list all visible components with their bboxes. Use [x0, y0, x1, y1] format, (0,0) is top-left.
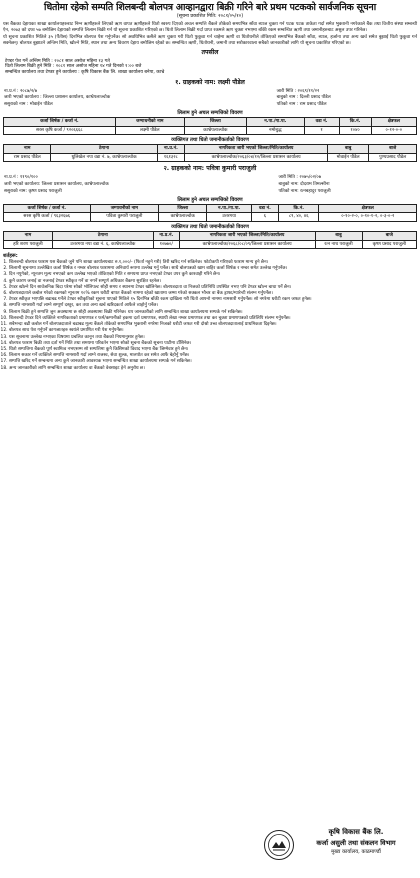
borrower-info-table [3, 88, 417, 108]
table-cell: कृष्ण प्रसाद पराजुली [362, 240, 416, 248]
schedule-line: सम्बन्धित कार्यालय तथा टेण्डर हुने कार्यालय : कृषि विकास बैंक लि. शाखा कार्यालय बनेपा, काभ्रे [5, 70, 165, 75]
column-header: नागरिकता जारी भएको जिल्ला/मिति/कार्यालय [179, 232, 315, 240]
table-cell: पवित्रा कुमारी पराजुली [90, 213, 159, 221]
info-cell: बाबुको नाम: दोदराम तिमल्सीना [278, 182, 330, 188]
info-cell: पतिको नाम : राम प्रसाद पौडेल [276, 102, 327, 108]
table-row [4, 126, 417, 134]
info-row [3, 182, 417, 189]
table-cell: उत्तरगया [207, 213, 252, 221]
table-row [4, 153, 417, 161]
table-cell: १६१३२८ [157, 153, 185, 161]
column-header: बाजे [369, 145, 417, 153]
intro-paragraph: यो सूचना प्रकाशित मितिले ३५ (पैंतीस) दिनभित्र बोलपत्र पेश गर्नुपर्नेछ। सो अवधिभित्र कसैले ऋण चुक्ता गरी धितो फुकुवा गर्न चाहेमा ऋणी वा धितोधनीले तोकिएको समयभित्र बैंकको साँवा, ब्याज, हर्जाना तथा अन्य खर्च समेत बुझाई धितो फुकुवा गर्न सक्नेछन्। बोलपत्र बुझाउने अन्तिम मिति, खोल्ने मिति, स्थान तथा अन्य विवरण देहाय बमोजिम रहेको छ। सम्बन्धित ऋणी, धितोधनी, जमानी तथा सरोकारवाला सबैको जानकारीको लागि यो सूचना प्रकाशित गरिएको छ। [3, 35, 417, 46]
info-cell: ना.प्र.नं : ११९०/१०० [4, 175, 38, 181]
condition-item: 15. धितो सम्पत्तिमा बैंकको पूर्ण स्वामित्व नभएसम्म सो सम्पत्तिमा कुनै किसिमको विवाद भएमा बैंक जिम्मेवार हुने छैन। [9, 347, 417, 352]
table-header-row [4, 118, 417, 126]
guarantor-table [3, 231, 417, 249]
condition-item: 12. बोलपत्र साथ पेश गर्नुपर्ने कागजातहरु स्वयंले प्रमाणित गरी पेश गर्नुपर्नेछ। [9, 328, 417, 333]
property-table-title: लिलाम हुने अचल सम्पत्तिको विवरण [177, 110, 243, 117]
table-header-row [4, 204, 417, 212]
info-cell: बाबुको नाम : दिल्ली प्रसाद पौडेल [276, 95, 331, 101]
column-header: बाबु [315, 232, 362, 240]
table-cell: काभ्रेपलाञ्चोक [184, 126, 246, 134]
column-header: ना.प्र.नं. [153, 232, 179, 240]
department-name: कर्जा असुली तथा संकलन विभाग [316, 838, 396, 847]
condition-item: 6. बोलपत्रदाताले कबोल गरेको रकमको न्यूनतम १०% रकम धरौटी बापत बैंकको नाममा रहेको खातामा जम्मा गरेको सक्कल भौचर वा बैंक ड्राफ्ट/ग्यारेन्टी संलग्न गर्नुपर्नेछ। [9, 291, 417, 296]
condition-item: 4. कुनै कारण जनाई वा नजनाई टेण्डर स्वीकृत गर्ने वा नगर्ने सम्पूर्ण अधिकार बैंकमा सुरक्षित रहनेछ। [9, 279, 417, 284]
column-header: ठेगाना [51, 145, 157, 153]
column-header: नाम [4, 145, 51, 153]
condition-item: 7. टेण्डर स्वीकृत भएपछि बढाबढ गर्नेले टेण्डर स्वीकृतिको सूचना पाएको मितिले १५ दिनभित्र बाँकी रकम दाखिला गरी धितो आफ्नो नाममा नामसारी गर्नुपर्नेछ। सो नगरेमा धरौटी रकम जफत हुनेछ। [9, 297, 417, 302]
signature-block [264, 826, 414, 874]
info-cell: ना.प्र.नं : २०८७/२/७ [4, 88, 38, 94]
column-header: वडा नं. [251, 204, 278, 212]
bank-name: कृषि विकास बैंक लि. [328, 828, 384, 836]
property-table-title: लिलाम हुने अचल सम्पत्तिको विवरण [177, 196, 243, 203]
schedule-heading: तपसील [201, 49, 219, 57]
conditions-heading: शर्तहरू: [3, 253, 18, 259]
table-header-row [4, 232, 417, 240]
column-header: कि.नं. [278, 204, 319, 212]
condition-item: 18. अन्य जानकारीको लागि सम्बन्धित शाखा कार्यालय वा बैंकको वेबसाइट हेर्न अनुरोध छ। [9, 366, 417, 371]
table-cell: पुण्यप्रसाद पौडेल [369, 153, 417, 161]
table-cell: मोवाईन पौडेल [328, 153, 369, 161]
schedule-line: टेण्डर पेश गर्ने अन्तिम मिति : २०८१ साल असोज महिना १३ गते [5, 58, 110, 64]
property-table [3, 117, 417, 135]
condition-item: 9. लिलाम बिक्री हुने सम्पत्ति जुन अवस्थामा छ सोही अवस्थामा बिक्री गरिनेछ। थप जानकारीको लागि सम्बन्धित शाखा कार्यालयमा सम्पर्क गर्न सकिनेछ। [9, 310, 417, 315]
notice-title: धितोमा रहेको सम्पति शिलबन्दी बोलपत्र आव्हानद्वारा बिक्री गरिने बारे प्रथम पटकको सार्वजनिक सूचना [44, 2, 376, 13]
conditions-list [9, 260, 417, 371]
column-header: नागरिकता जारी भएको जिल्ला/मिति/कार्यालय [185, 145, 328, 153]
column-header: न.पा./गा.पा. [207, 204, 252, 212]
column-header: क्षेत्रफल [319, 204, 417, 212]
info-row [3, 188, 417, 195]
condition-item: 17. सम्पत्ति खरिद गर्ने सम्बन्धमा अन्य कुनै जानकारी आवश्यक भएमा सम्बन्धित शाखा कार्यालयमा सम्पर्क गर्न सकिनेछ। [9, 359, 417, 364]
table-cell: ६ [251, 213, 278, 221]
schedule-line: धितो लिलाम बिक्री हुने मिति : २०८१ साल असोज महिना १४ गते दिनको १:०० बजे [5, 64, 142, 70]
borrower-info-table [3, 175, 417, 195]
condition-item: 3. दिन नपुगेको, न्यूनतम मूल्य नभएको कम उल्लेख भएको तोकिएको मिति र समयमा प्राप्त नभएको टेण्डर उपर कुनै कारवाही गरिने छैन। [9, 272, 417, 277]
column-header: क्षेत्रफल [371, 118, 416, 126]
table-cell: काभ्रेपलाञ्चोक/२०६३/०४/१२/जिल्ला प्रशासन कार्यालय [185, 153, 328, 161]
info-cell: जारी भएको कार्यालय : जिल्ला प्रशासन कार्यालय, काभ्रेपलाञ्चोक [4, 95, 111, 101]
table-cell: १०७७०/ [153, 240, 179, 248]
table-row [4, 213, 417, 221]
info-cell: पतिको नाम: रत्नबहादुर पराजुली [278, 188, 331, 194]
column-header: ठेगाना [52, 232, 153, 240]
column-header: कर्जा शिर्षक / कर्जा नं. [4, 204, 91, 212]
table-cell: राम प्रसाद पौडेल [4, 153, 51, 161]
info-row [3, 88, 417, 95]
condition-item: 5. टेण्डर खोल्ने दिन सार्वजनिक बिदा परेमा सोको भोलिपल्ट सोही समय र स्थानमा टेण्डर खोलिनेछ। बोलपत्रदाता वा निजको प्रतिनिधि उपस्थित नभए पनि टेण्डर खोल्न बाधा पर्ने छैन। [9, 285, 417, 290]
table-cell: सरस कृषि कर्जा / ९६३२६७६ [4, 213, 91, 221]
column-header: कर्जा शिर्षक / कर्जा नं. [4, 118, 116, 126]
table-cell: ०-१२-०-० [371, 126, 416, 134]
table-cell: ०-१०-२-०, ०-१०-१-२, ०-३-०-२ [319, 213, 417, 221]
column-header: जिल्ला [159, 204, 207, 212]
condition-item: 10. शिलबन्दी टेण्डर दिने व्यक्तिले नागरिकताको प्रमाणपत्र र फर्म/कम्पनीको हकमा दर्ता प्रमाणपत्र, स्थायी लेखा नम्बर प्रमाणपत्र तथा कर चुक्ता प्रमाणपत्रको प्रतिलिपि संलग्न गर्नुपर्नेछ। [9, 316, 417, 321]
borrower-heading: २. ग्राहकको नाम: पवित्रा कुमारी पराजुली [163, 165, 257, 173]
table-cell: धुलिखेल नपा वडा नं. ७, काभ्रेपलाञ्चोक [51, 153, 157, 161]
bank-logo-icon [264, 830, 294, 860]
condition-item: 1. शिलबन्दी बोलपत्र फाराम यस बैंकको जुनै पनि शाखा कार्यालयबाट रु.१,०००/- (फिर्ता नहुने गरी) तिरी खरिद गर्न सकिनेछ। फोटोकपी गरिएको फाराम मान्य हुने छैन। [9, 260, 417, 265]
info-cell: ससुराको नाम : मोवाईन पौडेल [4, 102, 53, 108]
table-cell: उत्तरगया नपा वडा नं. ६, काभ्रेपलाञ्चोक [52, 240, 153, 248]
table-cell: हरि शरण पराजुली [4, 240, 53, 248]
condition-item: 8. सम्पत्ति नामसारी गर्दा लाग्ने सम्पूर्ण दस्तुर, कर तथा अन्य खर्च खरिदकर्ता आफैले व्यहोर्नु पर्नेछ। [9, 303, 417, 308]
table-cell: १०४० [339, 126, 371, 134]
table-cell: काभ्रेपलाञ्चोक/२०६८/०८/०९/जिल्ला प्रशासन कार्यालय [179, 240, 315, 248]
column-header: वडा नं. [304, 118, 339, 126]
table-cell: १ [304, 126, 339, 134]
column-header: नाम [4, 232, 53, 240]
condition-item: 2. लिलामी सूचनामा उल्लेखित कर्जा शिर्षक र नम्बर बोलपत्र फाराममा अनिवार्य रूपमा उल्लेख गर्नु पर्नेछ। साथै बोलपत्रको खाम बाहिर कर्जा शिर्षक र नम्बर समेत उल्लेख गर्नुपर्नेछ। [9, 266, 417, 271]
info-cell: जारी भएको कार्यालय: जिल्ला प्रशासन कार्यालय, काभ्रेपलाञ्चोक [4, 182, 109, 188]
column-header: बाबु [328, 145, 369, 153]
guarantor-table [3, 144, 417, 162]
condition-item: 16. लिलाम सकार गर्ने व्यक्तिले सम्पत्ति नामसारी गर्दा लाग्ने राजस्व, सेवा शुल्क, मालपोत कर समेत आफैं बेहोर्नु पर्नेछ। [9, 353, 417, 358]
column-header: जग्गाधनीको नाम [115, 118, 184, 126]
table-header-row [4, 145, 417, 153]
borrower-section [3, 165, 417, 249]
condition-item: 14. बोलपत्र फाराम बिक्री तथा दर्ता गर्ने मिति तथा समयमा परिवर्तन भएमा सोको सूचना बैंकको सूचना पाटीमा टाँसिनेछ। [9, 341, 417, 346]
table-cell: नमोबुद्ध [247, 126, 305, 134]
table-cell: ८९, ४०, ४६ [278, 213, 319, 221]
column-header: जग्गाधनीको नाम [90, 204, 159, 212]
info-row [3, 95, 417, 102]
table-row [4, 240, 417, 248]
column-header: न.पा./गा.पा. [247, 118, 305, 126]
property-table [3, 204, 417, 222]
column-header: जिल्ला [184, 118, 246, 126]
table-cell: सरस कृषि कर्जा / ९२०६६६८ [4, 126, 116, 134]
column-header: बाजे [362, 232, 416, 240]
condition-item: 13. यस सूचनामा उल्लेख नभएका विषयमा प्रचलित कानून तथा बैंकको नियमानुसार हुनेछ। [9, 335, 417, 340]
info-row [3, 175, 417, 182]
column-header: ना.प्र.नं. [157, 145, 185, 153]
publication-date: (सूचना प्रकाशित मिति: २०८१/०५/१०) [176, 14, 244, 20]
table-cell: लक्ष्मी पौडेल [115, 126, 184, 134]
info-cell: जारी मिति : २०६९/११/२२ [276, 88, 320, 94]
guarantor-table-title: व्यक्तिगत तथा धितो जमानीकर्ताको विवरण [171, 223, 249, 230]
table-cell: काभ्रेपलाञ्चोक [159, 213, 207, 221]
table-cell: रत्न नाथ पराजुली [315, 240, 362, 248]
info-row [3, 102, 417, 109]
guarantor-table-title: व्यक्तिगत तथा धितो जमानीकर्ताको विवरण [171, 137, 249, 144]
column-header: कि.नं. [339, 118, 371, 126]
info-cell: ससुराको नाम: कृष्ण प्रसाद पराजुली [4, 188, 62, 194]
borrower-heading: १. ग्राहकको नाम: लक्ष्मी पौडेल [175, 78, 245, 86]
condition-item: 11. सबैभन्दा बढी कबोल गर्ने बोलपत्रदाताले बढाबढ मूल्य बैंकले तोकेको समयभित्र भुक्तानी नगरेमा निजको धरौटी जफत गरी दोस्रो उच्च बोलपत्रदातालाई प्राथमिकता दिइनेछ। [9, 322, 417, 327]
borrowers-section [3, 79, 417, 249]
office-location: मुख्य कार्यालय, काठमाण्डौं [331, 848, 381, 855]
intro-paragraph: यस बैंकका देहायका शाखा कार्यालयहरुबाट निम्न ऋणीहरुले लिएको ऋण वापत ऋणीहरुले धितो स्वरुप दिएको अचल सम्पत्ति बैंकले तोकेको समयभित्र साँवा ब्याज चुक्ता गर्न पटक पटक ताकेता गर्दा समेत भुक्तानी नगरेकाले बैंक तथा वित्तीय संस्था सम्बन्धी ऐन, २०७३ को दफा ५७ बमोजिम देहायको सम्पत्ति लिलाम बिक्री गर्न यो सूचना प्रकाशित गरिएको छ। धितो लिलाम बिक्री गर्दा प्राप्त रकमले ऋण चुक्ता नभएमा बाँकी रकम सम्बन्धित ऋणी तथा जमानीहरुबाट असुल उपर गरिनेछ। [3, 22, 417, 33]
borrower-section [3, 79, 417, 163]
info-cell: जारी मिति : २०७५/०२/०७ [278, 175, 322, 181]
